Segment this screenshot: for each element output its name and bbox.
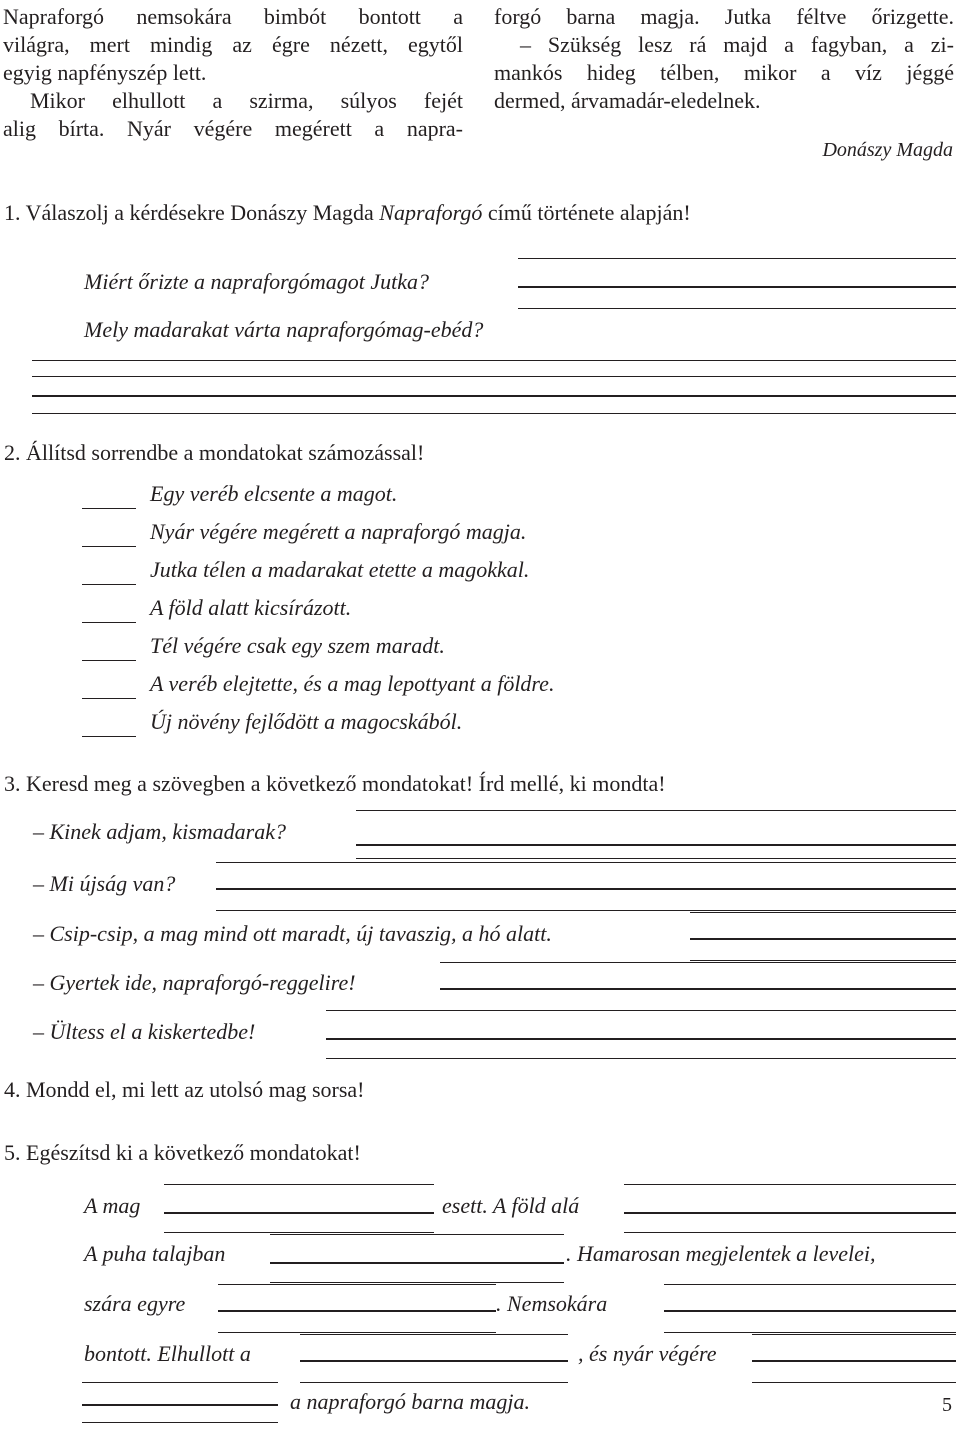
sentence-item: Jutka télen a madarakat etette a magokkal. <box>150 557 530 582</box>
fill-fragment: A mag <box>84 1193 141 1218</box>
quote-5: – Ültess el a kiskertedbe! <box>33 1019 256 1044</box>
fill-fragment: esett. A föld alá <box>442 1193 580 1218</box>
fill-blank[interactable] <box>624 1184 956 1234</box>
task2-heading <box>4 440 424 466</box>
sentence-item: Egy veréb elcsente a magot. <box>150 481 398 506</box>
quote-2: – Mi újság van? <box>33 871 176 896</box>
task5-heading <box>4 1140 361 1166</box>
task4-heading <box>4 1077 365 1103</box>
speaker-answer-lines[interactable] <box>326 1010 956 1060</box>
story-line: mankós hideg télben, mikor a víz jéggé <box>494 60 954 85</box>
sentence-item: Tél végére csak egy szem maradt. <box>150 633 445 658</box>
fill-fragment: . Nemsokára <box>496 1291 608 1316</box>
speaker-answer-lines[interactable] <box>440 962 956 1012</box>
task-text: Keresd meg a szövegben a következő mondatokat! Írd mellé, ki mondta! <box>26 771 666 796</box>
task-number: 2. <box>4 440 21 465</box>
sentence-item: Új növény fejlődött a magocskából. <box>150 709 463 734</box>
order-number-blank[interactable] <box>82 622 136 623</box>
task-number: 5. <box>4 1140 21 1165</box>
story-title: Napraforgó <box>379 200 483 225</box>
question-1: Miért őrizte a napraforgómagot Jutka? <box>84 269 430 294</box>
quote-1: – Kinek adjam, kismadarak? <box>33 819 286 844</box>
fill-blank[interactable] <box>664 1284 956 1334</box>
sentence-item: A veréb elejtette, és a mag lepottyant a földre. <box>150 671 555 696</box>
story-line: alig bírta. Nyár végére megérett a napra- <box>3 116 463 141</box>
fill-blank[interactable] <box>752 1334 956 1384</box>
task1-heading <box>4 200 691 226</box>
page-number: 5 <box>942 1394 952 1416</box>
story-line: – Szükség lesz rá majd a fagyban, a zi- <box>520 32 954 57</box>
task-text: Egészítsd ki a következő mondatokat! <box>26 1140 361 1165</box>
fill-blank[interactable] <box>270 1234 564 1284</box>
sentence-item: Nyár végére megérett a napraforgó magja. <box>150 519 527 544</box>
task-number: 4. <box>4 1077 21 1102</box>
story-author: Donászy Magda <box>822 139 953 161</box>
story-line: világra, mert mindig az égre nézett, egytől <box>3 32 463 57</box>
fill-fragment: a napraforgó barna magja. <box>290 1389 530 1414</box>
speaker-answer-lines[interactable] <box>356 810 956 860</box>
order-number-blank[interactable] <box>82 584 136 585</box>
quote-3: – Csip-csip, a mag mind ott maradt, új tavaszig, a hó alatt. <box>33 921 552 946</box>
speaker-answer-lines[interactable] <box>690 912 956 962</box>
story-line: egyig napfényszép lett. <box>3 60 207 85</box>
story-line: forgó barna magja. Jutka féltve őrizgette. <box>494 4 954 29</box>
task-text: Állítsd sorrendbe a mondatokat számozással! <box>26 440 425 465</box>
question-2: Mely madarakat várta napraforgómag-ebéd? <box>84 317 484 342</box>
answer-lines-2[interactable] <box>32 360 956 420</box>
quote-4: – Gyertek ide, napraforgó-reggelire! <box>33 970 356 995</box>
fill-fragment: szára egyre <box>84 1291 186 1316</box>
order-number-blank[interactable] <box>82 508 136 509</box>
task-text: Mondd el, mi lett az utolsó mag sorsa! <box>26 1077 365 1102</box>
task-text: című története alapján! <box>482 200 691 225</box>
fill-fragment: bontott. Elhullott a <box>84 1341 251 1366</box>
speaker-answer-lines[interactable] <box>216 862 956 912</box>
fill-blank[interactable] <box>82 1382 278 1428</box>
order-number-blank[interactable] <box>82 546 136 547</box>
order-number-blank[interactable] <box>82 736 136 737</box>
fill-blank[interactable] <box>218 1284 496 1334</box>
task-number: 1. <box>4 200 21 225</box>
task-number: 3. <box>4 771 21 796</box>
fill-fragment: , és nyár végére <box>578 1341 717 1366</box>
task3-heading <box>4 771 666 797</box>
fill-blank[interactable] <box>300 1334 568 1384</box>
story-line: dermed, árvamadár-eledelnek. <box>494 88 761 113</box>
fill-fragment: A puha talajban <box>84 1241 226 1266</box>
story-right-column <box>494 3 954 115</box>
order-number-blank[interactable] <box>82 698 136 699</box>
story-line: Napraforgó nemsokára bimbót bontott a <box>3 4 463 29</box>
fill-blank[interactable] <box>164 1184 434 1234</box>
task-text: Válaszolj a kérdésekre Donászy Magda <box>25 200 380 225</box>
fill-fragment: . Hamarosan megjelentek a levelei, <box>566 1241 876 1266</box>
story-left-column <box>3 3 463 143</box>
story-line: Mikor elhullott a szirma, súlyos fejét <box>30 88 463 113</box>
sentence-item: A föld alatt kicsírázott. <box>150 595 352 620</box>
order-number-blank[interactable] <box>82 660 136 661</box>
answer-lines-1[interactable] <box>518 258 956 316</box>
